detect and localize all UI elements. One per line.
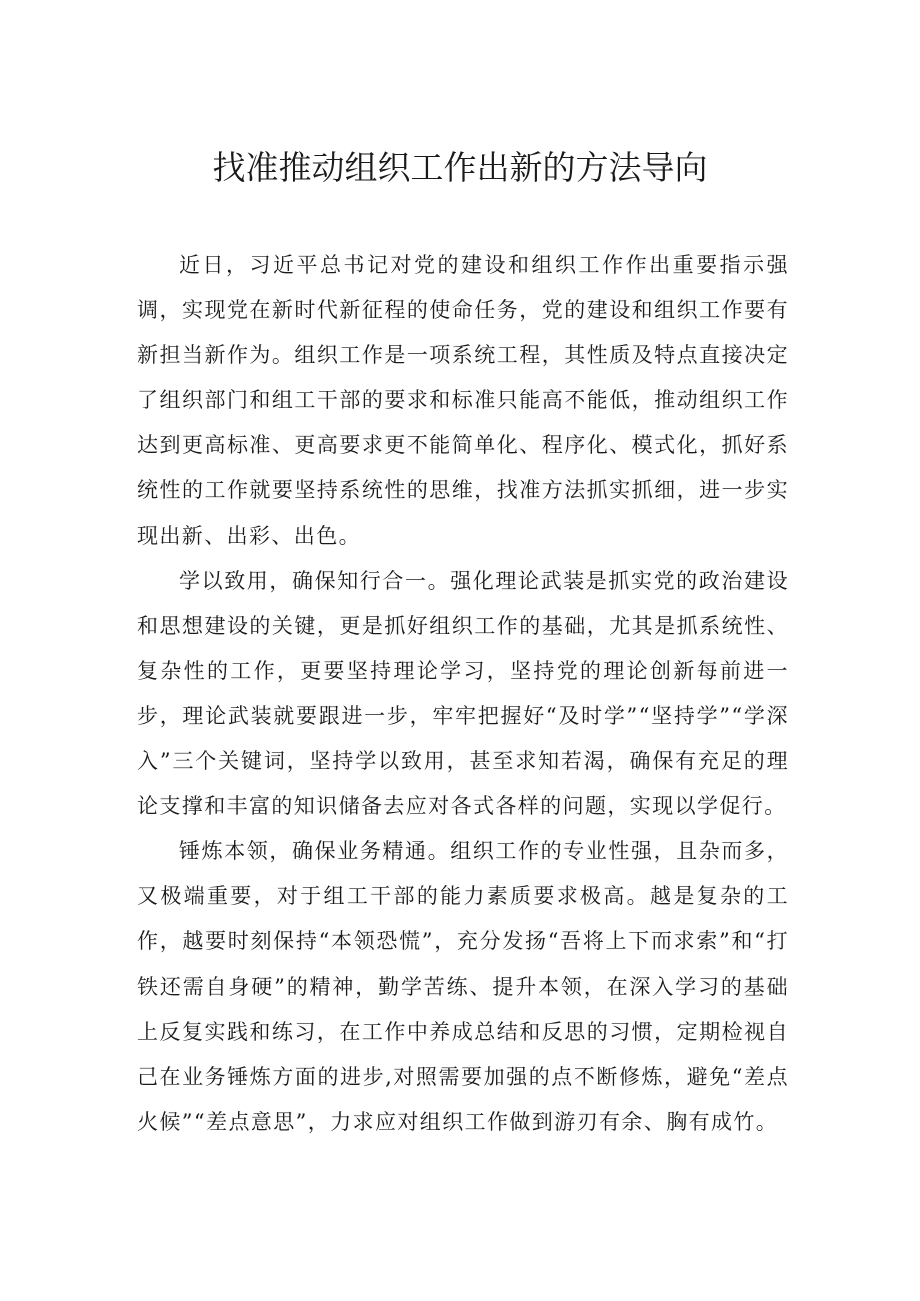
document-title: 找准推动组织工作出新的方法导向 — [212, 148, 708, 187]
paragraph-study: 学以致用，确保知行合一。强化理论武装是抓实党的政治建设和思想建设的关键，更是抓好组织工作的基础，尤其是抓系统性、复杂性的工作，更要坚持理论学习，坚持党的理论创新每前进一步，理论武装就要跟进一步，牢牢把握好“及时学”“坚持学”“学深入”三个关键词，坚持学以致用，甚至求知若渴，确保有充足的理论支撑和丰富的知识储备去应对各式各样的问题，实现以学促行。 — [137, 568, 789, 819]
paragraph-intro: 近日，习近平总书记对党的建设和组织工作作出重要指示强调，实现党在新时代新征程的使命任务，党的建设和组织工作要有新担当新作为。组织工作是一项系统工程，其性质及特点直接决定了组织部门和组工干部的要求和标准只能高不能低，推动组织工作达到更高标准、更高要求更不能简单化、程序化、模式化，抓好系统性的工作就要坚持系统性的思维，找准方法抓实抓细，进一步实现出新、出彩、出色。 — [137, 253, 789, 548]
paragraph-skills: 锤炼本领，确保业务精通。组织工作的专业性强，且杂而多，又极端重要，对于组工干部的能力素质要求极高。越是复杂的工作，越要时刻保持“本领恐慌”，充分发扬“吾将上下而求索”和“打铁还需自身硬”的精神，勤学苦练、提升本领，在深入学习的基础上反复实践和练习，在工作中养成总结和反思的习惯，定期检视自己在业务锤炼方面的进步,对照需要加强的点不断修炼，避免“差点火候”“差点意思”，力求应对组织工作做到游刃有余、胸有成竹。 — [137, 839, 789, 1134]
document-body — [137, 243, 789, 1145]
